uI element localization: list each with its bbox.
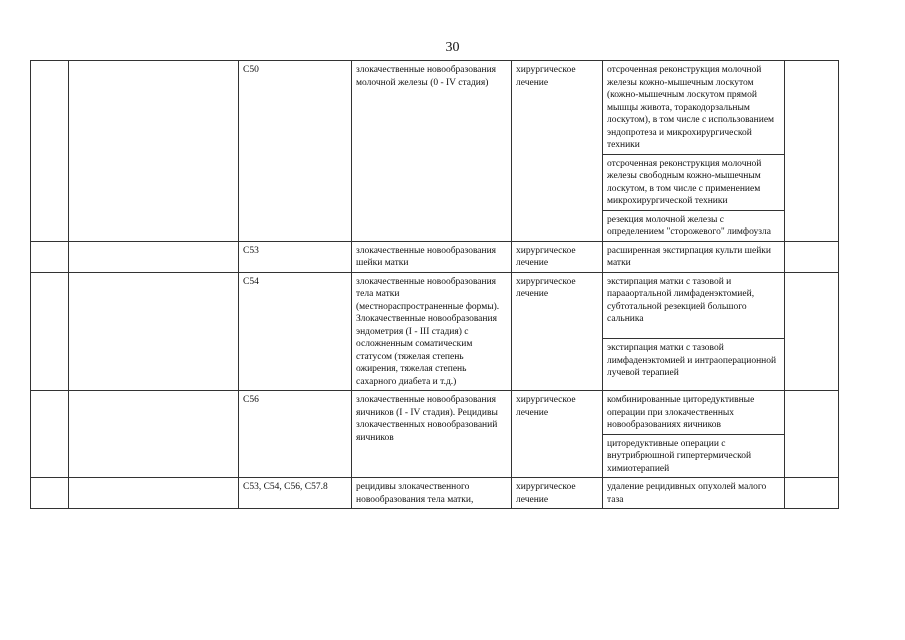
method-cell: отсроченная реконструкция молочной железы свободным кожно-мышечным лоскутом, в том числе с применением микрохирургической техники bbox=[603, 154, 785, 210]
row-number-cell bbox=[31, 478, 69, 509]
method-cell: резекция молочной железы с определением "сторожевого" лимфоузла bbox=[603, 210, 785, 241]
table-row bbox=[31, 241, 839, 272]
diagnosis-cell: злокачественные новообразования тела матки (местнораспространенные формы). Злокачественные новообразования эндометрия (I - III стадия) с осложненным соматическим статусом (тяжелая степень ожирения, тяжелая степень сахарного диабета и т.д.) bbox=[352, 272, 512, 391]
row-number-cell bbox=[31, 391, 69, 478]
treatment-type-cell: хирургическое лечение bbox=[512, 391, 603, 478]
code-cell: C54 bbox=[239, 272, 352, 391]
cost-cell bbox=[785, 241, 839, 272]
cost-cell bbox=[785, 61, 839, 242]
diagnosis-cell: злокачественные новообразования яичников (I - IV стадия). Рецидивы злокачественных новообразований яичников bbox=[352, 391, 512, 478]
code-cell: C53 bbox=[239, 241, 352, 272]
treatment-type-cell: хирургическое лечение bbox=[512, 272, 603, 391]
treatment-type-cell: хирургическое лечение bbox=[512, 241, 603, 272]
table-row bbox=[31, 61, 839, 155]
treatment-table bbox=[30, 60, 839, 509]
cost-cell bbox=[785, 391, 839, 478]
group-name-cell bbox=[69, 391, 239, 478]
row-number-cell bbox=[31, 272, 69, 391]
method-cell: экстирпация матки с тазовой и парааортальной лимфаденэктомией, субтотальной резекцией большого сальника bbox=[603, 272, 785, 339]
group-name-cell bbox=[69, 241, 239, 272]
diagnosis-cell: злокачественные новообразования молочной железы (0 - IV стадия) bbox=[352, 61, 512, 242]
table-row bbox=[31, 391, 839, 435]
method-cell: отсроченная реконструкция молочной железы кожно-мышечным лоскутом (кожно-мышечным лоскутом прямой мышцы живота, торакодорзальным лоскутом), в том числе с использованием эндопротеза и микрохирургической техники bbox=[603, 61, 785, 155]
method-cell: циторедуктивные операции с внутрибрюшной гипертермической химиотерапией bbox=[603, 434, 785, 478]
treatment-type-cell: хирургическое лечение bbox=[512, 478, 603, 509]
group-name-cell bbox=[69, 61, 239, 242]
group-name-cell bbox=[69, 272, 239, 391]
table-row bbox=[31, 478, 839, 509]
method-cell: удаление рецидивных опухолей малого таза bbox=[603, 478, 785, 509]
code-cell: C56 bbox=[239, 391, 352, 478]
table-row bbox=[31, 272, 839, 339]
method-cell: расширенная экстирпация культи шейки матки bbox=[603, 241, 785, 272]
code-cell: C53, C54, C56, C57.8 bbox=[239, 478, 352, 509]
diagnosis-cell: злокачественные новообразования шейки матки bbox=[352, 241, 512, 272]
row-number-cell bbox=[31, 61, 69, 242]
code-cell: C50 bbox=[239, 61, 352, 242]
group-name-cell bbox=[69, 478, 239, 509]
method-cell: экстирпация матки с тазовой лимфаденэктомией и интраоперационной лучевой терапией bbox=[603, 339, 785, 391]
row-number-cell bbox=[31, 241, 69, 272]
page-number: 30 bbox=[445, 40, 460, 55]
treatment-type-cell: хирургическое лечение bbox=[512, 61, 603, 242]
cost-cell bbox=[785, 272, 839, 391]
method-cell: комбинированные циторедуктивные операции при злокачественных новообразованиях яичников bbox=[603, 391, 785, 435]
diagnosis-cell: рецидивы злокачественного новообразования тела матки, bbox=[352, 478, 512, 509]
cost-cell bbox=[785, 478, 839, 509]
